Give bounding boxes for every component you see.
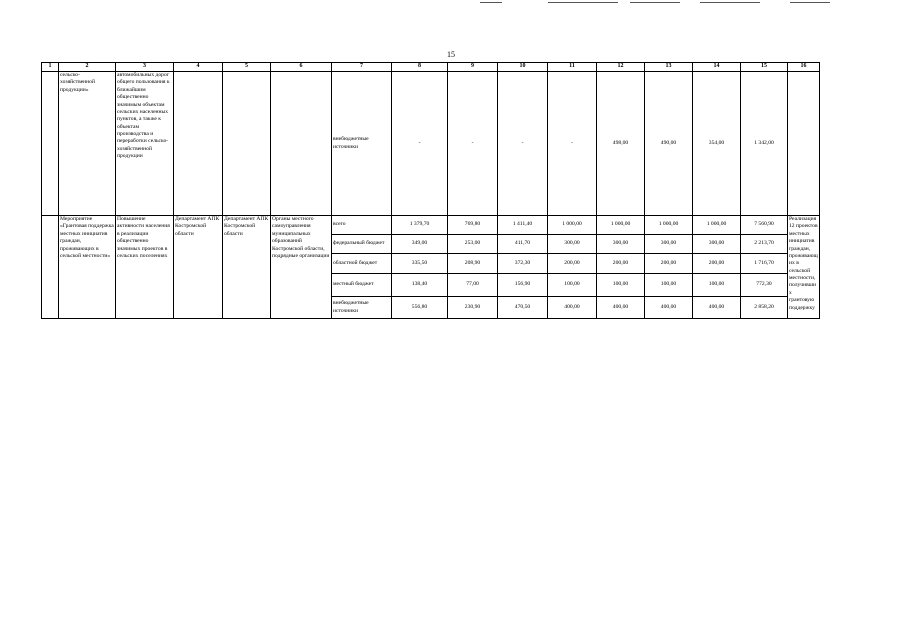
- amount-cell: 335,50: [392, 254, 448, 274]
- participants: Органы местного самоуправления муниципальных образований Костромской области, подрядные организации: [271, 216, 332, 319]
- column-number: 5: [223, 63, 271, 72]
- column-number: 2: [59, 63, 116, 72]
- amount-cell: 300,00: [548, 235, 597, 254]
- amount-cell: 230,90: [448, 297, 498, 319]
- amount-cell: 100,00: [597, 274, 645, 297]
- column-number: 12: [597, 63, 645, 72]
- amount-cell: 200,00: [597, 254, 645, 274]
- column-number: 15: [741, 63, 788, 72]
- column-number: 4: [174, 63, 223, 72]
- amount-cell: 300,00: [597, 235, 645, 254]
- amount-cell: 7 560,90: [741, 216, 788, 235]
- program-table: [41, 62, 820, 319]
- funding-source: внебюджетные источники: [332, 297, 392, 319]
- column-number: 6: [271, 63, 332, 72]
- column-number: 10: [498, 63, 548, 72]
- amount-cell: 77,00: [448, 274, 498, 297]
- amount-cell: 100,00: [645, 274, 693, 297]
- table-cell: [42, 216, 59, 319]
- expected-result: Реализация 12 проектов местных инициатив граждан, проживающих в сельской местности, получивших грантовую поддержку: [788, 216, 820, 319]
- table-row: [42, 72, 820, 216]
- funding-source: внебюджетные источники: [332, 72, 392, 216]
- amount-cell: 2 213,70: [741, 235, 788, 254]
- amount-cell: 200,00: [645, 254, 693, 274]
- scan-mark: [700, 2, 760, 3]
- amount-cell: 772,30: [741, 274, 788, 297]
- scan-mark: [630, 2, 680, 3]
- table-cell: [42, 72, 59, 216]
- table-cell: [788, 72, 820, 216]
- column-number: 1: [42, 63, 59, 72]
- amount-cell: 2 858,20: [741, 297, 788, 319]
- amount-cell: 556,80: [392, 297, 448, 319]
- scan-mark: [548, 2, 618, 3]
- amount-cell: 400,00: [597, 297, 645, 319]
- column-number: 3: [116, 63, 174, 72]
- table-cell: [271, 72, 332, 216]
- amount-cell: 208,90: [448, 254, 498, 274]
- amount-cell: 400,00: [548, 297, 597, 319]
- column-number: 16: [788, 63, 820, 72]
- scan-mark: [480, 2, 502, 3]
- table-cell: автомобильных дорог общего пользования к ближайшим общественно значимым объектам сельских населенных пунктов, а также к объектам производства и переработки сельско-хозяйственной продукции: [116, 72, 174, 216]
- amount-cell: 411,70: [498, 235, 548, 254]
- column-number: 8: [392, 63, 448, 72]
- amount-cell: 498,00: [597, 72, 645, 216]
- amount-cell: 200,00: [548, 254, 597, 274]
- amount-cell: 156,90: [498, 274, 548, 297]
- amount-cell: 1 716,70: [741, 254, 788, 274]
- amount-cell: 400,00: [693, 297, 741, 319]
- table-cell: [223, 72, 271, 216]
- column-number: 9: [448, 63, 498, 72]
- amount-cell: 470,50: [498, 297, 548, 319]
- amount-cell: 253,00: [448, 235, 498, 254]
- amount-cell: 1 000,00: [693, 216, 741, 235]
- funding-source: местный бюджет: [332, 274, 392, 297]
- amount-cell: 769,80: [448, 216, 498, 235]
- amount-cell: -: [448, 72, 498, 216]
- amount-cell: 1 000,00: [645, 216, 693, 235]
- amount-cell: -: [392, 72, 448, 216]
- amount-cell: 300,00: [645, 235, 693, 254]
- funding-source: всего: [332, 216, 392, 235]
- amount-cell: 200,00: [693, 254, 741, 274]
- responsible-executor: Департамент АПК Костромской области: [174, 216, 223, 319]
- table-cell: сельско-хозяйственной продукции»: [59, 72, 116, 216]
- amount-cell: -: [548, 72, 597, 216]
- amount-cell: 1 411,40: [498, 216, 548, 235]
- amount-cell: 1 000,00: [597, 216, 645, 235]
- amount-cell: 138,40: [392, 274, 448, 297]
- amount-cell: -: [498, 72, 548, 216]
- amount-cell: 354,00: [693, 72, 741, 216]
- scan-mark: [790, 2, 830, 3]
- column-number: 13: [645, 63, 693, 72]
- amount-cell: 100,00: [693, 274, 741, 297]
- measure-goal: Повышение активности населения в реализации общественно значимых проектов в сельских поселениях: [116, 216, 174, 319]
- co-executor: Департамент АПК Костромской области: [223, 216, 271, 319]
- funding-source: областной бюджет: [332, 254, 392, 274]
- amount-cell: 490,00: [645, 72, 693, 216]
- amount-cell: 349,00: [392, 235, 448, 254]
- amount-cell: 400,00: [645, 297, 693, 319]
- amount-cell: 300,00: [693, 235, 741, 254]
- amount-cell: 1 379,70: [392, 216, 448, 235]
- table-cell: [174, 72, 223, 216]
- funding-source: федеральный бюджет: [332, 235, 392, 254]
- measure-name: Мероприятие «Грантовая поддержка местных инициатив граждан, проживающих в сельской местности»: [59, 216, 116, 319]
- column-number: 11: [548, 63, 597, 72]
- amount-cell: 100,00: [548, 274, 597, 297]
- amount-cell: 1 342,00: [741, 72, 788, 216]
- page-number: 15: [447, 50, 455, 59]
- column-number: 14: [693, 63, 741, 72]
- amount-cell: 1 000,00: [548, 216, 597, 235]
- table-row: [42, 216, 820, 235]
- amount-cell: 372,30: [498, 254, 548, 274]
- column-number: 7: [332, 63, 392, 72]
- header-row: [42, 63, 820, 72]
